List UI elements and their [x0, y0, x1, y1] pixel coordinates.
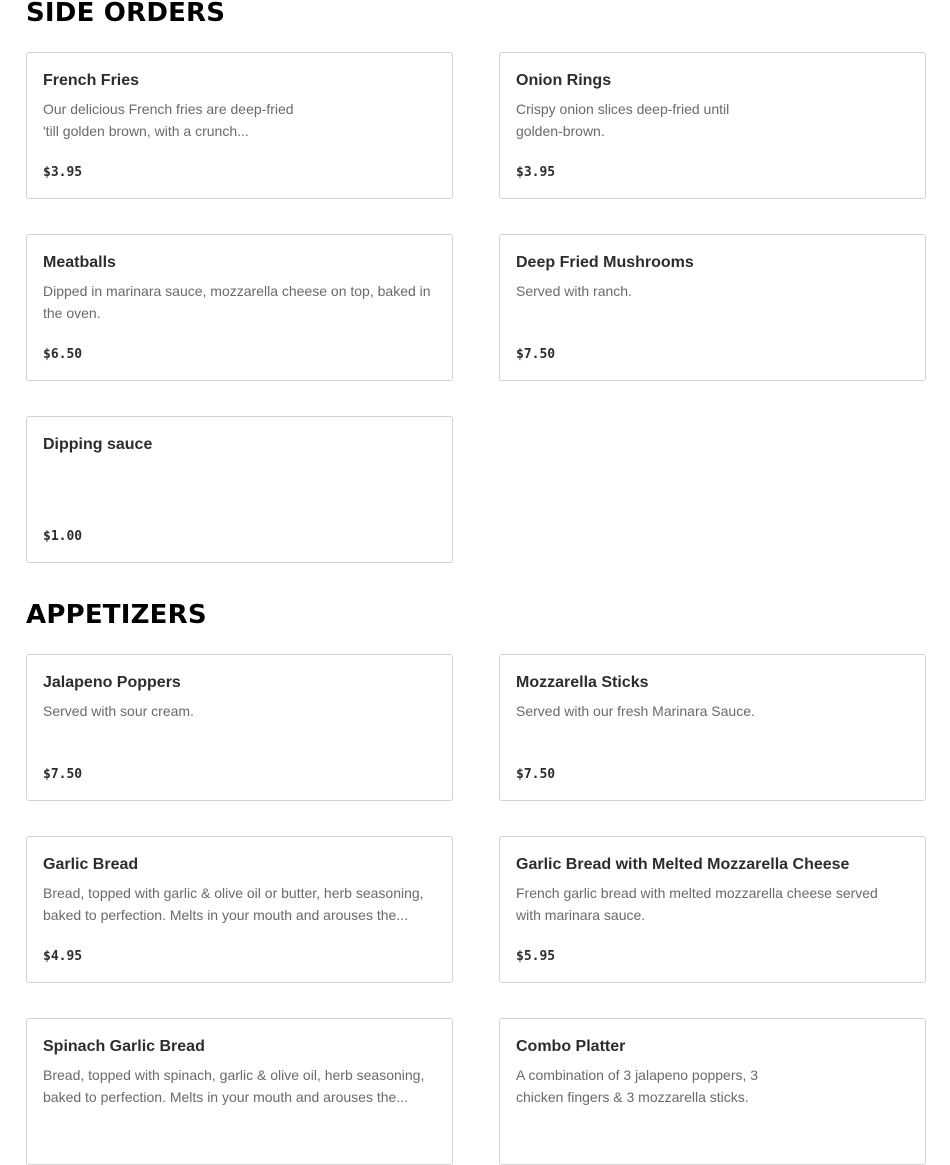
- menu-item-card[interactable]: [499, 234, 926, 381]
- menu-item-card[interactable]: [26, 836, 453, 983]
- menu-item-price: $7.50: [516, 347, 556, 362]
- menu-item-description: Served with ranch.: [516, 283, 632, 299]
- menu-item-price: $3.95: [43, 165, 83, 180]
- section-title-appetizers: APPETIZERS: [26, 600, 207, 630]
- menu-item-description: Dipped in marinara sauce, mozzarella cheese on top, baked in the oven.: [43, 283, 431, 321]
- menu-item-name: Onion Rings: [516, 72, 612, 89]
- menu-item-name: French Fries: [43, 72, 140, 89]
- menu-item-name: Deep Fried Mushrooms: [516, 254, 694, 271]
- menu-item-price: $7.50: [516, 767, 556, 782]
- menu-item-card[interactable]: [499, 654, 926, 801]
- menu-item-description: Our delicious French fries are deep-fried 'till golden brown, with a crunch...: [43, 101, 294, 139]
- menu-item-description: French garlic bread with melted mozzarella cheese served with marinara sauce.: [516, 885, 878, 923]
- menu-item-price: $5.95: [516, 949, 556, 964]
- menu-item-price: $7.50: [43, 767, 83, 782]
- menu-item-price: $3.95: [516, 165, 556, 180]
- menu-item-card[interactable]: [26, 416, 453, 563]
- menu-item-name: Combo Platter: [516, 1038, 626, 1055]
- menu-item-price: $4.95: [43, 949, 83, 964]
- menu-item-card[interactable]: [26, 234, 453, 381]
- menu-item-description: Bread, topped with spinach, garlic & olive oil, herb seasoning, baked to perfection. Melts in your mouth and arouses the...: [43, 1067, 425, 1105]
- menu-item-price: $1.00: [43, 529, 83, 544]
- menu-item-description: A combination of 3 jalapeno poppers, 3 chicken fingers & 3 mozzarella sticks.: [516, 1067, 759, 1105]
- menu-item-name: Spinach Garlic Bread: [43, 1038, 205, 1055]
- menu-item-description: Served with our fresh Marinara Sauce.: [516, 703, 755, 719]
- menu-item-name: Dipping sauce: [43, 436, 153, 453]
- menu-item-card[interactable]: [499, 52, 926, 199]
- menu-item-card[interactable]: [26, 1018, 453, 1165]
- menu-item-card[interactable]: [26, 654, 453, 801]
- menu-item-name: Jalapeno Poppers: [43, 674, 181, 691]
- menu-item-name: Mozzarella Sticks: [516, 674, 649, 691]
- section-title-side-orders: SIDE ORDERS: [26, 0, 226, 28]
- menu-item-card[interactable]: [499, 1018, 926, 1165]
- menu-item-name: Garlic Bread: [43, 856, 139, 873]
- menu-item-name: Garlic Bread with Melted Mozzarella Cheese: [516, 856, 850, 873]
- menu-item-price: $6.50: [43, 347, 83, 362]
- menu-item-description: Crispy onion slices deep-fried until golden-brown.: [516, 101, 730, 139]
- menu-item-card[interactable]: [499, 836, 926, 983]
- menu-item-description: Bread, topped with garlic & olive oil or butter, herb seasoning, baked to perfection. Melts in your mouth and arouses the...: [43, 885, 424, 923]
- menu-item-name: Meatballs: [43, 254, 116, 271]
- menu-item-card[interactable]: [26, 52, 453, 199]
- menu-item-description: Served with sour cream.: [43, 703, 194, 719]
